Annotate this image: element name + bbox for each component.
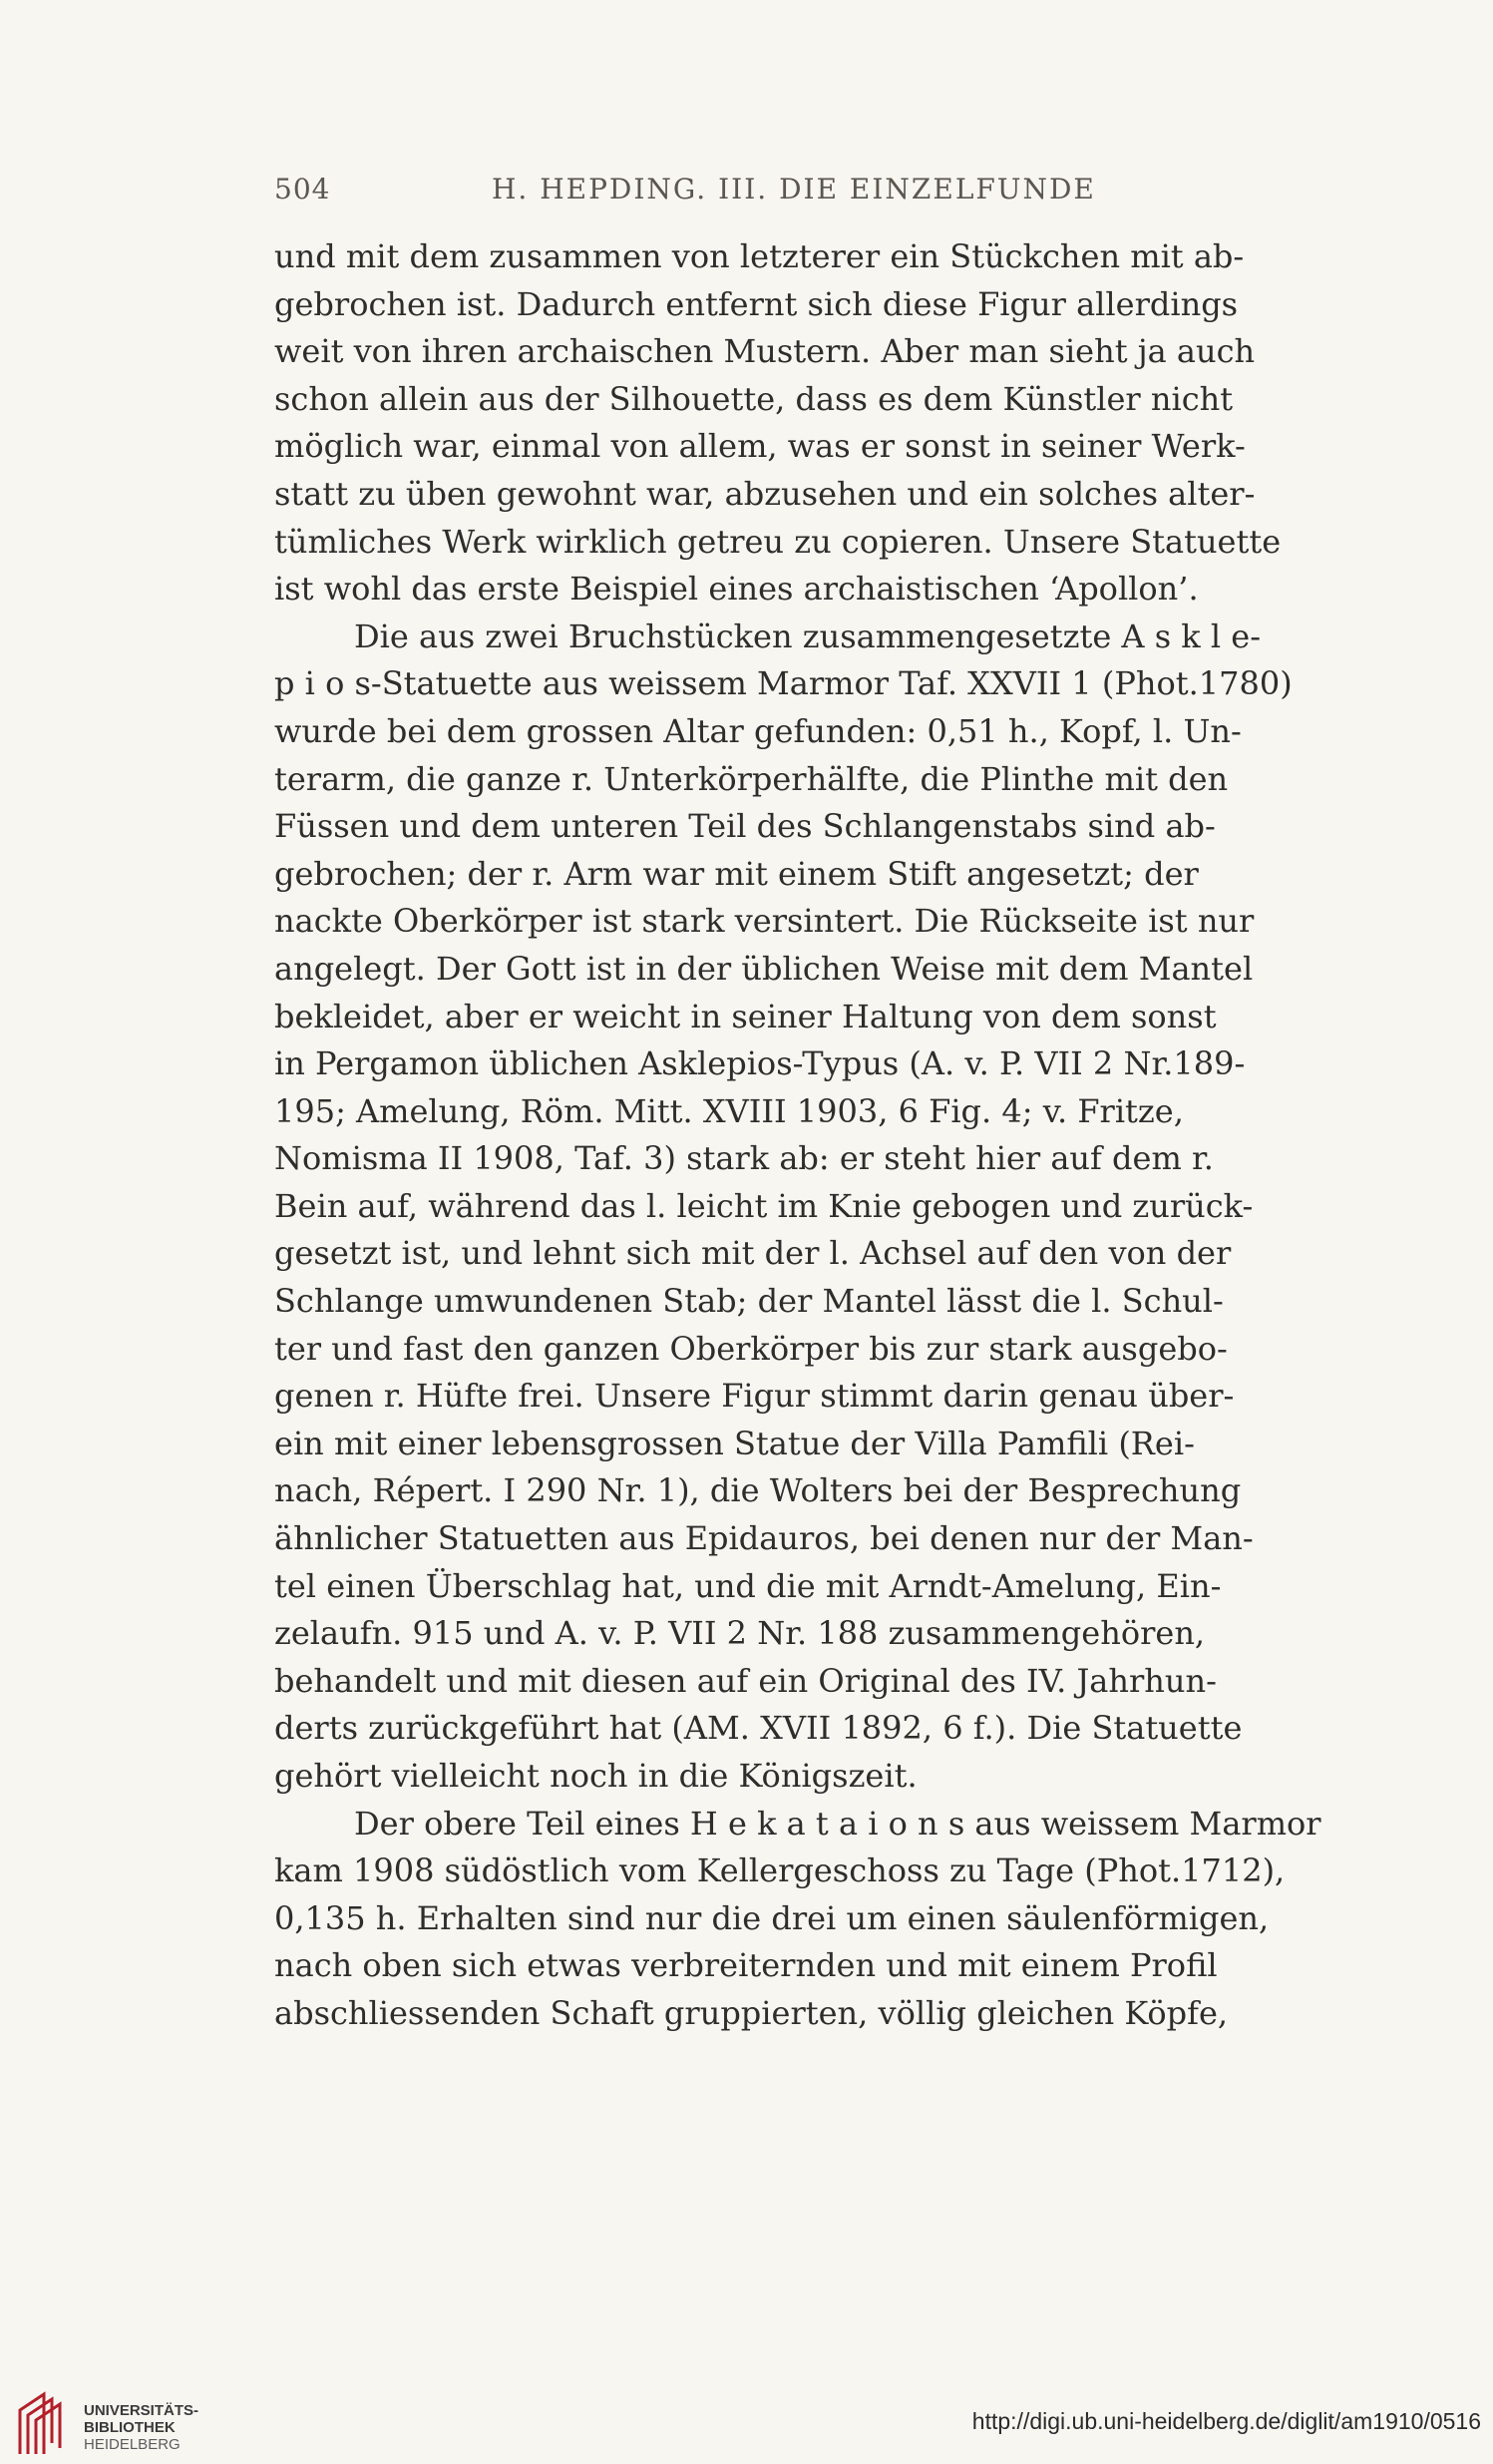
- text-line: derts zurückgeführt hat (AM. XVII 1892, 6 f.). Die Statuette: [274, 1709, 1243, 1748]
- text-line: ter und fast den ganzen Oberkörper bis zur stark ausgebo-: [274, 1329, 1228, 1368]
- text-line: wurde bei dem grossen Altar gefunden: 0,51 h., Kopf, l. Un-: [274, 711, 1242, 750]
- library-name: [84, 2402, 198, 2453]
- source-url[interactable]: http://digi.ub.uni-heidelberg.de/diglit/am1910/0516: [971, 2408, 1481, 2434]
- text-line: nackte Oberkörper ist stark versintert. Die Rückseite ist nur: [274, 902, 1255, 941]
- logo-line-2: BIBLIOTHEK: [84, 2419, 176, 2436]
- text-line: terarm, die ganze r. Unterkörperhälfte, die Plinthe mit den: [274, 759, 1229, 798]
- text-line: und mit dem zusammen von letzterer ein Stückchen mit ab-: [274, 237, 1245, 275]
- text-line: in Pergamon üblichen Asklepios-Typus (A. v. P. VII 2 Nr.189-: [274, 1044, 1246, 1083]
- text-line: Nomisma II 1908, Taf. 3) stark ab: er steht hier auf dem r.: [274, 1139, 1214, 1178]
- text-line: behandelt und mit diesen auf ein Original des IV. Jahrhun-: [274, 1661, 1217, 1700]
- text-line: statt zu üben gewohnt war, abzusehen und ein solches alter-: [274, 474, 1256, 513]
- text-line: gebrochen; der r. Arm war mit einem Stift angesetzt; der: [274, 854, 1199, 893]
- text-line: genen r. Hüfte frei. Unsere Figur stimmt darin genau über-: [274, 1377, 1235, 1416]
- text-line: abschliessenden Schaft gruppierten, völlig gleichen Köpfe,: [274, 1993, 1229, 2032]
- text-line: tümliches Werk wirklich getreu zu copieren. Unsere Statuette: [274, 522, 1282, 561]
- page-header: [274, 173, 1142, 212]
- text-line: weit von ihren archaischen Mustern. Aber man sieht ja auch: [274, 332, 1256, 371]
- text-line: gebrochen ist. Dadurch entfernt sich diese Figur allerdings: [274, 284, 1239, 323]
- text-line: kam 1908 südöstlich vom Kellergeschoss zu Tage (Phot.1712),: [274, 1851, 1286, 1890]
- body-text: [274, 233, 1321, 2038]
- library-logo: [14, 2388, 253, 2458]
- text-line: 0,135 h. Erhalten sind nur die drei um einen säulenförmigen,: [274, 1898, 1270, 1937]
- running-title: H. HEPDING. III. DIE EINZELFUNDE: [492, 173, 1096, 205]
- text-line: nach, Répert. I 290 Nr. 1), die Wolters bei der Besprechung: [274, 1471, 1242, 1510]
- text-line: angelegt. Der Gott ist in der üblichen Weise mit dem Mantel: [274, 949, 1254, 988]
- text-line: schon allein aus der Silhouette, dass es dem Künstler nicht: [274, 379, 1234, 418]
- text-line: gesetzt ist, und lehnt sich mit der l. Achsel auf den von der: [274, 1234, 1232, 1273]
- library-emblem-icon: [14, 2388, 76, 2458]
- text-line: Die aus zwei Bruchstücken zusammengesetzte A s k l e-: [354, 616, 1262, 655]
- logo-line-1: UNIVERSITÄTS-: [84, 2402, 199, 2419]
- text-line: nach oben sich etwas verbreiternden und mit einem Profil: [274, 1946, 1218, 1985]
- text-line: Schlange umwundenen Stab; der Mantel lässt die l. Schul-: [274, 1282, 1224, 1321]
- text-line: 195; Amelung, Röm. Mitt. XVIII 1903, 6 Fig. 4; v. Fritze,: [274, 1091, 1184, 1130]
- logo-line-3: HEIDELBERG: [84, 2436, 181, 2453]
- text-line: p i o s-Statuette aus weissem Marmor Taf. XXVII 1 (Phot.1780): [274, 664, 1293, 703]
- text-line: möglich war, einmal von allem, was er sonst in seiner Werk-: [274, 427, 1246, 466]
- text-line: Bein auf, während das l. leicht im Knie gebogen und zurück-: [274, 1186, 1254, 1225]
- text-line: Füssen und dem unteren Teil des Schlangenstabs sind ab-: [274, 807, 1216, 846]
- text-line: gehört vielleicht noch in die Königszeit.: [274, 1757, 918, 1795]
- text-line: Der obere Teil eines H e k a t a i o n s aus weissem Marmor: [354, 1804, 1321, 1843]
- text-line: ist wohl das erste Beispiel eines archaistischen ‘Apollon’.: [274, 570, 1199, 609]
- text-line: ein mit einer lebensgrossen Statue der Villa Pamfili (Rei-: [274, 1424, 1195, 1462]
- text-line: zelaufn. 915 und A. v. P. VII 2 Nr. 188 zusammengehören,: [274, 1614, 1206, 1653]
- text-line: ähnlicher Statuetten aus Epidauros, bei denen nur der Man-: [274, 1519, 1254, 1558]
- text-line: tel einen Überschlag hat, und die mit Arndt-Amelung, Ein-: [274, 1566, 1222, 1605]
- page-number: 504: [274, 173, 331, 205]
- text-line: bekleidet, aber er weicht in seiner Haltung von dem sonst: [274, 997, 1217, 1035]
